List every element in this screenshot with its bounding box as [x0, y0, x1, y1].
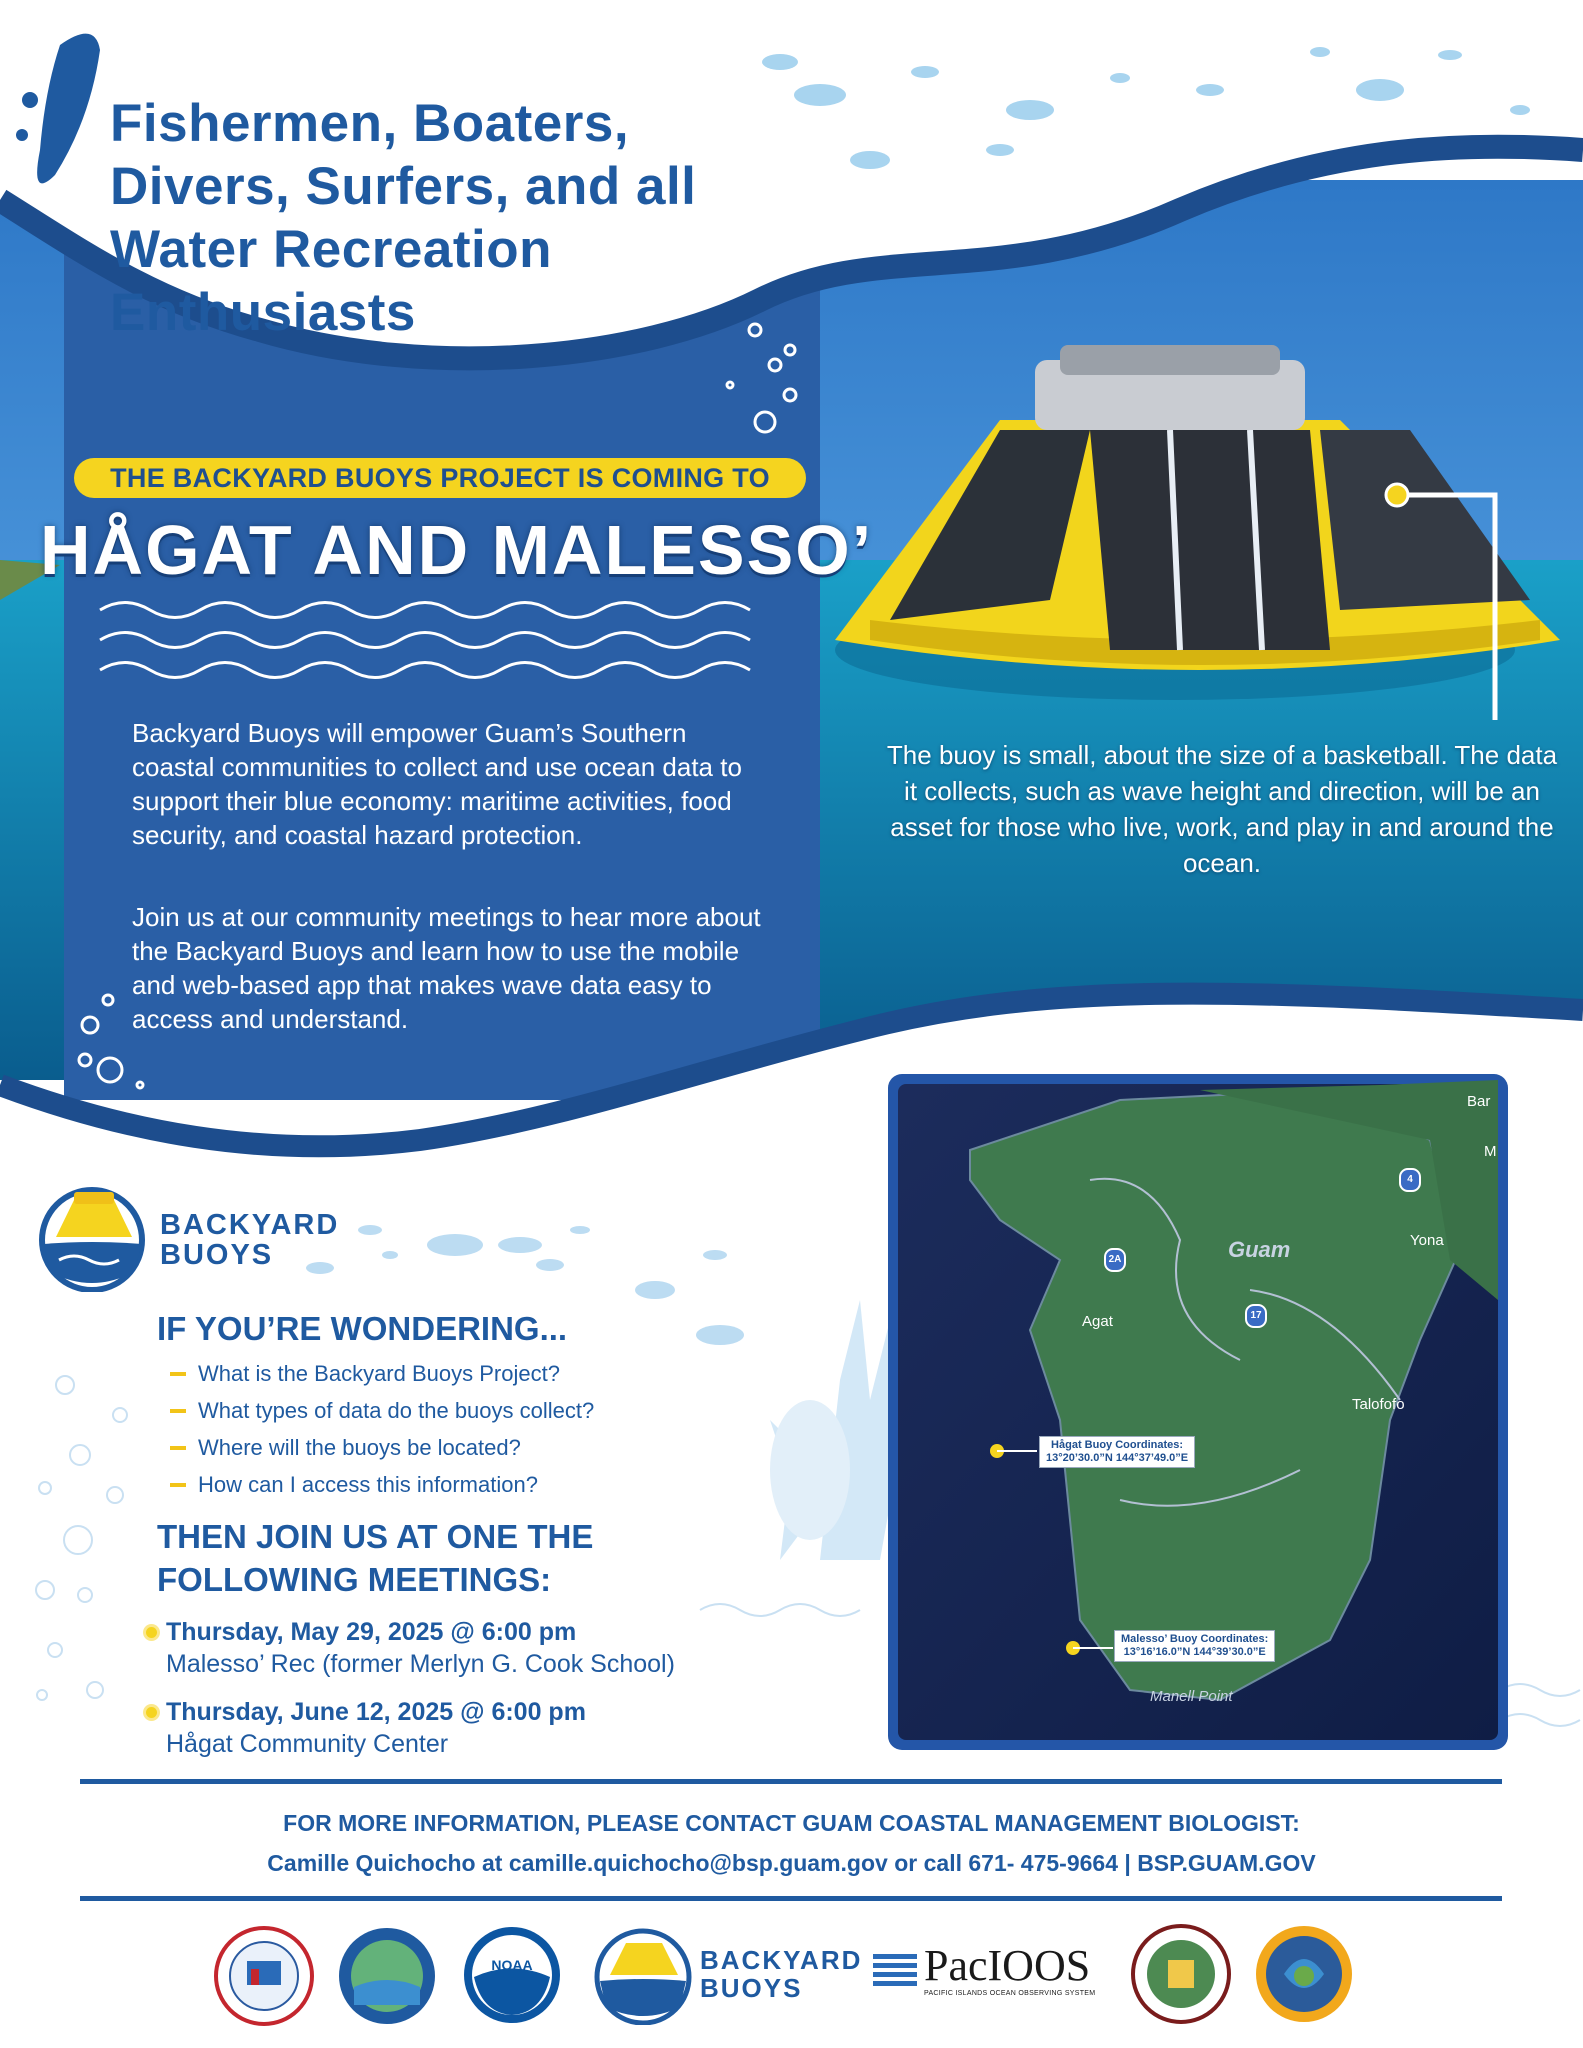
dash-icon: [170, 1409, 186, 1413]
coastal-management-seal-icon: [336, 1925, 438, 2027]
headline-line: Fishermen, Boaters,: [110, 94, 630, 153]
route-2a-icon: 2A: [1104, 1248, 1126, 1272]
dash-icon: [170, 1372, 186, 1376]
wondering-heading: IF YOU’RE WONDERING...: [157, 1310, 568, 1347]
question-text: What types of data do the buoys collect?: [198, 1398, 595, 1423]
logo-text-line1: BACKYARD: [160, 1209, 340, 1241]
coord-title: Malesso’ Buoy Coordinates:: [1121, 1633, 1269, 1645]
bullet-dot-icon: [146, 1707, 157, 1718]
list-item: [170, 1392, 730, 1429]
map-place-m: M: [1484, 1143, 1497, 1160]
project-banner: THE BACKYARD BUOYS PROJECT IS COMING TO: [74, 458, 806, 498]
headline-line: Divers, Surfers, and all: [110, 157, 697, 216]
join-heading-line2: FOLLOWING MEETINGS:: [157, 1561, 552, 1598]
pacioos-logo-text: PacIOOS: [924, 1941, 1091, 1990]
dash-icon: [170, 1483, 186, 1487]
headline: [110, 92, 830, 344]
location-title: HÅGAT AND MALESSO’: [40, 511, 874, 589]
list-item: [170, 1429, 730, 1466]
bullet-dot-icon: [146, 1627, 157, 1638]
meeting-date: Thursday, May 29, 2025 @ 6:00 pm: [166, 1618, 577, 1646]
list-item: [170, 1466, 730, 1503]
coord-value: 13°20’30.0”N 144°37’49.0”E: [1046, 1452, 1189, 1464]
malesso-coordinates-label: [1114, 1630, 1275, 1662]
meeting-item: [166, 1616, 806, 1680]
meeting-date: Thursday, June 12, 2025 @ 6:00 pm: [166, 1698, 586, 1726]
backyard-buoys-logo-icon: [34, 1182, 154, 1292]
meeting-place: Hågat Community Center: [166, 1730, 449, 1758]
question-text: Where will the buoys be located?: [198, 1435, 521, 1460]
partner-backyard-line2: BUOYS: [700, 1973, 803, 2003]
map-place-bar: Bar: [1467, 1093, 1491, 1110]
guam-seal-icon: [1254, 1924, 1354, 2024]
list-item: [170, 1355, 730, 1392]
splash-dot-icon: [22, 92, 38, 108]
bureau-seal-icon: [213, 1925, 315, 2027]
meeting-item: [166, 1696, 806, 1760]
map-place-agat: Agat: [1082, 1313, 1113, 1330]
logo-text-line2: BUOYS: [160, 1239, 274, 1271]
noaa-logo-icon: [462, 1925, 562, 2025]
contact-heading: FOR MORE INFORMATION, PLEASE CONTACT GUAM COASTAL MANAGEMENT BIOLOGIST:: [283, 1810, 1300, 1836]
pacioos-waves-icon: [873, 1950, 921, 1994]
buoy-caption: The buoy is small, about the size of a basketball. The data it collects, such as wave height and direction, will be an asset for those who live, work, and play in and around the ocean.: [886, 740, 1558, 878]
dash-icon: [170, 1446, 186, 1450]
partner-backyard-line1: BACKYARD: [700, 1945, 863, 1975]
coord-value: 13°16’16.0”N 144°39’30.0”E: [1123, 1646, 1266, 1658]
map-island-label: Guam: [1228, 1237, 1291, 1262]
intro-paragraph-2: Join us at our community meetings to hear more about the Backyard Buoys and learn how to use the mobile and web-based app that makes wave data easy to access and understand.: [132, 902, 761, 1034]
backyard-buoys-partner-icon: [588, 1925, 698, 2025]
route-4-icon: 4: [1399, 1168, 1421, 1192]
headline-line: Enthusiasts: [110, 283, 416, 342]
pacioos-subtitle: PACIFIC ISLANDS OCEAN OBSERVING SYSTEM: [924, 1990, 1096, 1997]
map-place-talofofo: Talofofo: [1352, 1396, 1405, 1413]
divider-top: [80, 1779, 1502, 1784]
noaa-text: NOAA: [491, 1957, 533, 1973]
hagat-coordinates-label: [1039, 1436, 1195, 1468]
coord-title: Hågat Buoy Coordinates:: [1051, 1439, 1184, 1451]
meeting-place: Malesso’ Rec (former Merlyn G. Cook School): [166, 1650, 675, 1678]
map-place-manell: Manell Point: [1150, 1688, 1233, 1705]
district-hagat-seal-icon: [1130, 1922, 1232, 2026]
callout-dot: [1386, 484, 1408, 506]
question-text: How can I access this information?: [198, 1472, 538, 1497]
question-list: [170, 1355, 730, 1503]
contact-details: Camille Quichocho at camille.quichocho@bsp.guam.gov or call 671- 475-9664 | BSP.GUAM.GOV: [267, 1850, 1316, 1876]
divider-bottom: [80, 1896, 1502, 1901]
join-heading-line1: THEN JOIN US AT ONE THE: [157, 1518, 594, 1555]
question-text: What is the Backyard Buoys Project?: [198, 1361, 560, 1386]
splash-dot-icon: [16, 129, 28, 141]
route-17-icon: 17: [1245, 1304, 1267, 1328]
headline-line: Water Recreation: [110, 220, 552, 279]
map-place-yona: Yona: [1410, 1232, 1444, 1249]
intro-paragraph-1: Backyard Buoys will empower Guam’s Southern coastal communities to collect and use ocean data to support their blue economy: maritime activities, food security, and coastal hazard protection.: [132, 718, 742, 850]
